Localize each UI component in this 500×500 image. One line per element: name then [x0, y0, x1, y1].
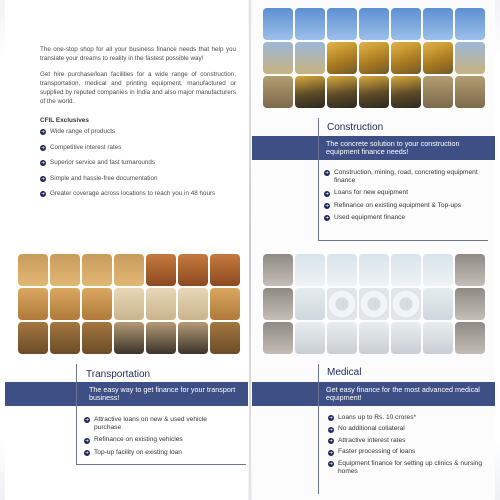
- arrow-bullet-icon: ➜: [41, 129, 45, 134]
- photo-tile: [327, 254, 357, 286]
- list-item: ➜ Refinance on existing vehicles: [85, 436, 183, 444]
- arrow-bullet-icon: ➜: [85, 437, 89, 443]
- photo-tile: [359, 288, 389, 320]
- photo-tile: [178, 322, 208, 354]
- medical-title: Medical: [327, 367, 362, 378]
- list-item: ➜ Attractive loans on new & used vehicle purchase: [85, 416, 207, 432]
- list-item: ➜ Greater coverage across locations to reach you in 48 hours: [41, 190, 216, 197]
- photo-tile: [327, 288, 357, 320]
- photo-tile: [455, 254, 485, 286]
- construction-title: Construction: [327, 122, 384, 133]
- transportation-list: [84, 416, 234, 461]
- arrow-bullet-icon: ➜: [329, 438, 333, 444]
- transportation-tagline-band: The easy way to get finance for your transport business!: [5, 382, 248, 406]
- list-item: ➜ Superior service and fast turnarounds: [41, 159, 156, 166]
- arrow-bullet-icon: ➜: [329, 415, 333, 421]
- photo-tile: [18, 254, 48, 286]
- construction-connector-line: [318, 118, 319, 240]
- transportation-connector-base: [76, 464, 246, 465]
- photo-tile: [210, 322, 240, 354]
- arrow-bullet-icon: ➜: [85, 450, 89, 455]
- photo-tile: [327, 76, 357, 108]
- list-item: ➜ Loans for new equipment: [325, 189, 409, 197]
- photo-tile: [327, 42, 357, 74]
- photo-tile: [295, 42, 325, 74]
- photo-tile: [82, 254, 112, 286]
- panel-divider: [249, 0, 251, 500]
- list-item: ➜ Competitive interest rates: [41, 143, 122, 151]
- photo-tile: [327, 322, 357, 354]
- photo-tile: [423, 254, 453, 286]
- photo-tile: [50, 288, 80, 320]
- photo-tile: [178, 254, 208, 286]
- arrow-bullet-icon: ➜: [325, 170, 329, 176]
- photo-tile: [50, 322, 80, 354]
- arrow-bullet-icon: ➜: [325, 215, 329, 221]
- photo-tile: [295, 254, 325, 286]
- photo-tile: [391, 322, 421, 354]
- photo-tile: [114, 254, 144, 286]
- photo-tile: [423, 8, 453, 40]
- photo-tile: [210, 254, 240, 286]
- arrow-bullet-icon: ➜: [329, 449, 333, 455]
- photo-tile: [359, 8, 389, 40]
- medical-list: [328, 414, 488, 479]
- construction-tagline-band: The concrete solution to your construction equipment finance needs!: [252, 136, 495, 160]
- photo-tile: [263, 76, 293, 108]
- medical-photo-mosaic: [263, 254, 485, 354]
- photo-tile: [210, 288, 240, 320]
- photo-tile: [455, 8, 485, 40]
- intro-text: [40, 45, 236, 114]
- photo-tile: [146, 322, 176, 354]
- transportation-connector-line: [76, 364, 77, 464]
- intro-paragraph-2: Get hire purchase/loan facilities for a wide range of construction, transportation, medical and printing equipment, manufactured or supplied by reputed companies in India and also major manufacturers of the world.: [40, 71, 236, 106]
- photo-tile: [114, 322, 144, 354]
- photo-tile: [391, 288, 421, 320]
- photo-tile: [263, 288, 293, 320]
- list-item: ➜ Top-up facility on existing loan: [85, 448, 182, 456]
- photo-tile: [263, 8, 293, 40]
- construction-connector-base: [318, 240, 488, 241]
- arrow-bullet-icon: ➜: [325, 203, 329, 208]
- photo-tile: [391, 42, 421, 74]
- list-item: ➜ No additional collateral: [329, 425, 405, 433]
- photo-tile: [391, 8, 421, 40]
- photo-tile: [18, 288, 48, 320]
- photo-tile: [295, 8, 325, 40]
- photo-tile: [82, 288, 112, 320]
- photo-tile: [359, 254, 389, 286]
- medical-connector-line: [318, 364, 319, 494]
- transportation-title: Transportation: [86, 369, 151, 380]
- list-item: ➜ Faster processing of loans: [329, 448, 416, 456]
- photo-tile: [263, 254, 293, 286]
- medical-tagline-band: Get easy finance for the most advanced medical equipment!: [252, 382, 495, 406]
- intro-paragraph-1: The one-stop shop for all your business finance needs that help you translate your dreams to reality in the fastest possible way!: [40, 46, 236, 63]
- arrow-bullet-icon: ➜: [85, 417, 89, 423]
- photo-tile: [423, 288, 453, 320]
- photo-tile: [263, 322, 293, 354]
- list-item: ➜ Used equipment finance: [325, 213, 406, 221]
- list-item: ➜ Equipment finance for setting up clinics & nursing homes: [329, 459, 483, 475]
- photo-tile: [50, 254, 80, 286]
- photo-tile: [263, 42, 293, 74]
- photo-tile: [359, 322, 389, 354]
- photo-tile: [423, 322, 453, 354]
- list-item: ➜ Refinance on existing equipment & Top-ups: [325, 201, 462, 209]
- photo-tile: [82, 322, 112, 354]
- photo-tile: [359, 42, 389, 74]
- arrow-bullet-icon: ➜: [325, 190, 329, 196]
- exclusives-title: CFIL Exclusives: [40, 117, 89, 124]
- photo-tile: [455, 322, 485, 354]
- list-item: ➜ Loans up to Rs. 10 crores*: [329, 414, 417, 421]
- photo-tile: [391, 254, 421, 286]
- list-item: ➜ Simple and hassle-free documentation: [41, 174, 158, 182]
- photo-tile: [295, 322, 325, 354]
- list-item: ➜ Attractive interest rates: [329, 436, 406, 444]
- photo-tile: [455, 76, 485, 108]
- transportation-photo-mosaic: [18, 254, 240, 354]
- photo-tile: [295, 288, 325, 320]
- exclusives-list: [40, 128, 245, 206]
- arrow-bullet-icon: ➜: [41, 191, 45, 196]
- photo-tile: [327, 8, 357, 40]
- arrow-bullet-icon: ➜: [41, 160, 45, 165]
- photo-tile: [455, 288, 485, 320]
- photo-tile: [146, 288, 176, 320]
- photo-tile: [295, 76, 325, 108]
- arrow-bullet-icon: ➜: [41, 175, 45, 181]
- arrow-bullet-icon: ➜: [329, 460, 333, 466]
- photo-tile: [146, 254, 176, 286]
- construction-list: [324, 169, 489, 226]
- photo-tile: [455, 42, 485, 74]
- photo-tile: [423, 42, 453, 74]
- list-item: ➜ Wide range of products: [41, 128, 116, 135]
- photo-tile: [114, 288, 144, 320]
- photo-tile: [359, 76, 389, 108]
- photo-tile: [391, 76, 421, 108]
- construction-photo-mosaic: [263, 8, 485, 108]
- arrow-bullet-icon: ➜: [41, 144, 45, 150]
- photo-tile: [178, 288, 208, 320]
- photo-tile: [18, 322, 48, 354]
- arrow-bullet-icon: ➜: [329, 426, 333, 432]
- list-item: ➜ Construction, mining, road, concreting equipment finance: [325, 169, 478, 185]
- photo-tile: [423, 76, 453, 108]
